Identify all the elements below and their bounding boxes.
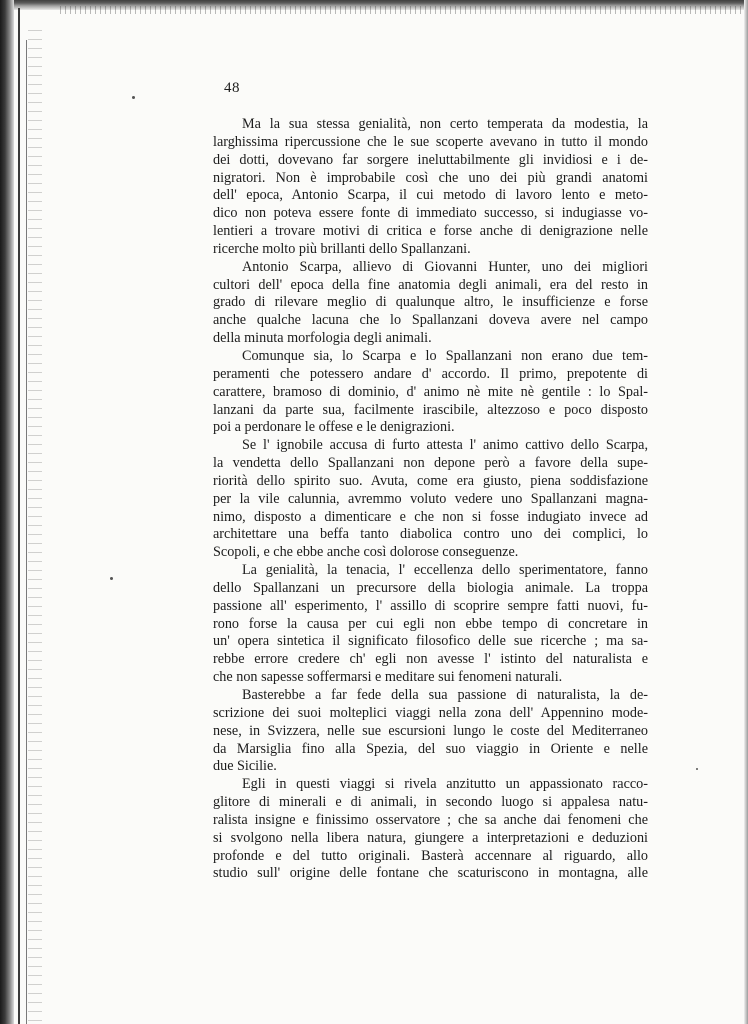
- scan-speck: [696, 768, 698, 770]
- text-line: rono forse la causa per cui egli non ebbe tempo di concretare in: [213, 615, 648, 632]
- text-line: ralista insigne e finissimo osservatore ; che sa anche dai fenomeni che: [213, 811, 648, 828]
- text-line: peramenti che potessero andare d' accordo. Il primo, prepotente di: [213, 365, 648, 382]
- scan-binding-line: [18, 8, 20, 1024]
- text-line: scrizione dei suoi molteplici viaggi nella zona dell' Appennino mode-: [213, 704, 648, 721]
- text-line: Se l' ignobile accusa di furto attesta l' animo cattivo dello Scarpa,: [242, 437, 648, 454]
- text-line: nese, in Svizzera, nelle sue escursioni lungo le coste del Mediterraneo: [213, 722, 648, 739]
- text-line: riorità dello spirito suo. Avuta, come era giusto, piena soddisfazione: [213, 472, 648, 489]
- text-line: nimo, disposto a dimenticare e che non si fosse indugiato invece ad: [213, 508, 648, 525]
- text-line: La genialità, la tenacia, l' eccellenza dello sperimentatore, fanno: [242, 562, 648, 579]
- text-line: passione all' esperimento, l' assillo di scoprire sempre fatti nuovi, fu-: [213, 597, 648, 614]
- text-line: profonde e del tutto originali. Basterà accennare al riguardo, allo: [213, 847, 648, 864]
- text-line: rebbe errore credere ch' egli non avesse l' istinto del naturalista e: [213, 651, 648, 668]
- scan-right-edge: [744, 0, 748, 1024]
- text-line: due Sicilie.: [213, 758, 277, 775]
- scan-binding-edge: [0, 0, 14, 1024]
- text-line: architettare una beffa tanto diabolica contro uno dei complici, lo: [213, 526, 648, 543]
- text-line: glitore di minerali e di animali, in secondo luogo si appalesa natu-: [213, 794, 648, 811]
- scan-top-speckle: [60, 6, 748, 14]
- text-line: larghissima ripercussione che le sue scoperte avevano in tutto il mondo: [213, 133, 648, 150]
- text-line: lanzani da parte sua, facilmente irascibile, altezzoso e poco disposto: [213, 401, 648, 418]
- text-line: Comunque sia, lo Scarpa e lo Spallanzani non erano due tem-: [242, 347, 648, 364]
- text-line: dico non poteva essere fonte di immediato successo, si indugiasse vo-: [213, 205, 648, 222]
- text-line: da Marsiglia fino alla Spezia, del suo viaggio in Oriente e nelle: [213, 740, 648, 757]
- text-line: grado di rilevare meglio di qualunque altro, le insufficienze e forse: [213, 294, 648, 311]
- text-line: Egli in questi viaggi si rivela anzitutto un appassionato racco-: [242, 776, 648, 793]
- text-line: dello Spallanzani un precursore della biologia animale. La troppa: [213, 579, 648, 596]
- text-line: che non sapesse soffermarsi e meditare sui fenomeni naturali.: [213, 669, 563, 686]
- text-line: Scopoli, e che ebbe anche così dolorose conseguenze.: [213, 544, 519, 561]
- text-line: la vendetta dello Spallanzani non depone però a favore della supe-: [213, 455, 648, 472]
- scan-speck: [110, 577, 113, 580]
- text-line: carattere, bramoso di dominio, d' animo nè mite nè gentile : lo Spal-: [213, 383, 648, 400]
- text-line: Basterebbe a far fede della sua passione di naturalista, la de-: [242, 687, 648, 703]
- text-line: un' opera sintetica il significato filosofico delle sue ricerche ; ma sa-: [213, 633, 648, 650]
- page-number: 48: [224, 80, 240, 96]
- text-line: anche qualche lacuna che lo Spallanzani doveva avere nel campo: [213, 312, 648, 329]
- scan-binding-speckle: [28, 30, 42, 1024]
- text-line: si svolgono nella libera natura, giungere a interpretazioni e deduzioni: [213, 829, 648, 846]
- text-line: dell' epoca, Antonio Scarpa, il cui metodo di lavoro lento e meto-: [213, 187, 648, 204]
- text-line: della minuta morfologia degli animali.: [213, 330, 432, 347]
- text-line: ricerche molto più brillanti dello Spallanzani.: [213, 240, 471, 257]
- text-line: dei dotti, dovevano far sorgere ineluttabilmente gli invidiosi e i de-: [213, 151, 648, 168]
- text-line: Ma la sua stessa genialità, non certo temperata da modestia, la: [242, 116, 648, 132]
- text-line: poi a perdonare le offese e le denigrazioni.: [213, 419, 455, 436]
- scan-binding-line-secondary: [26, 40, 27, 1024]
- text-line: per la vile calunnia, avremmo voluto vedere uno Spallanzani magna-: [213, 490, 648, 507]
- text-line: nigratori. Non è improbabile così che uno dei più grandi anatomi: [213, 169, 648, 186]
- body-text: [213, 116, 648, 883]
- text-line: lentieri a trovare motivi di critica e forse anche di denigrazione nelle: [213, 223, 648, 240]
- text-line: studio sull' origine delle fontane che scaturiscono in montagna, alle: [213, 865, 648, 882]
- text-line: Antonio Scarpa, allievo di Giovanni Hunter, uno dei migliori: [242, 258, 648, 275]
- text-line: cultori dell' epoca della fine anatomia degli animali, era del resto in: [213, 276, 648, 293]
- scan-speck: [132, 96, 135, 99]
